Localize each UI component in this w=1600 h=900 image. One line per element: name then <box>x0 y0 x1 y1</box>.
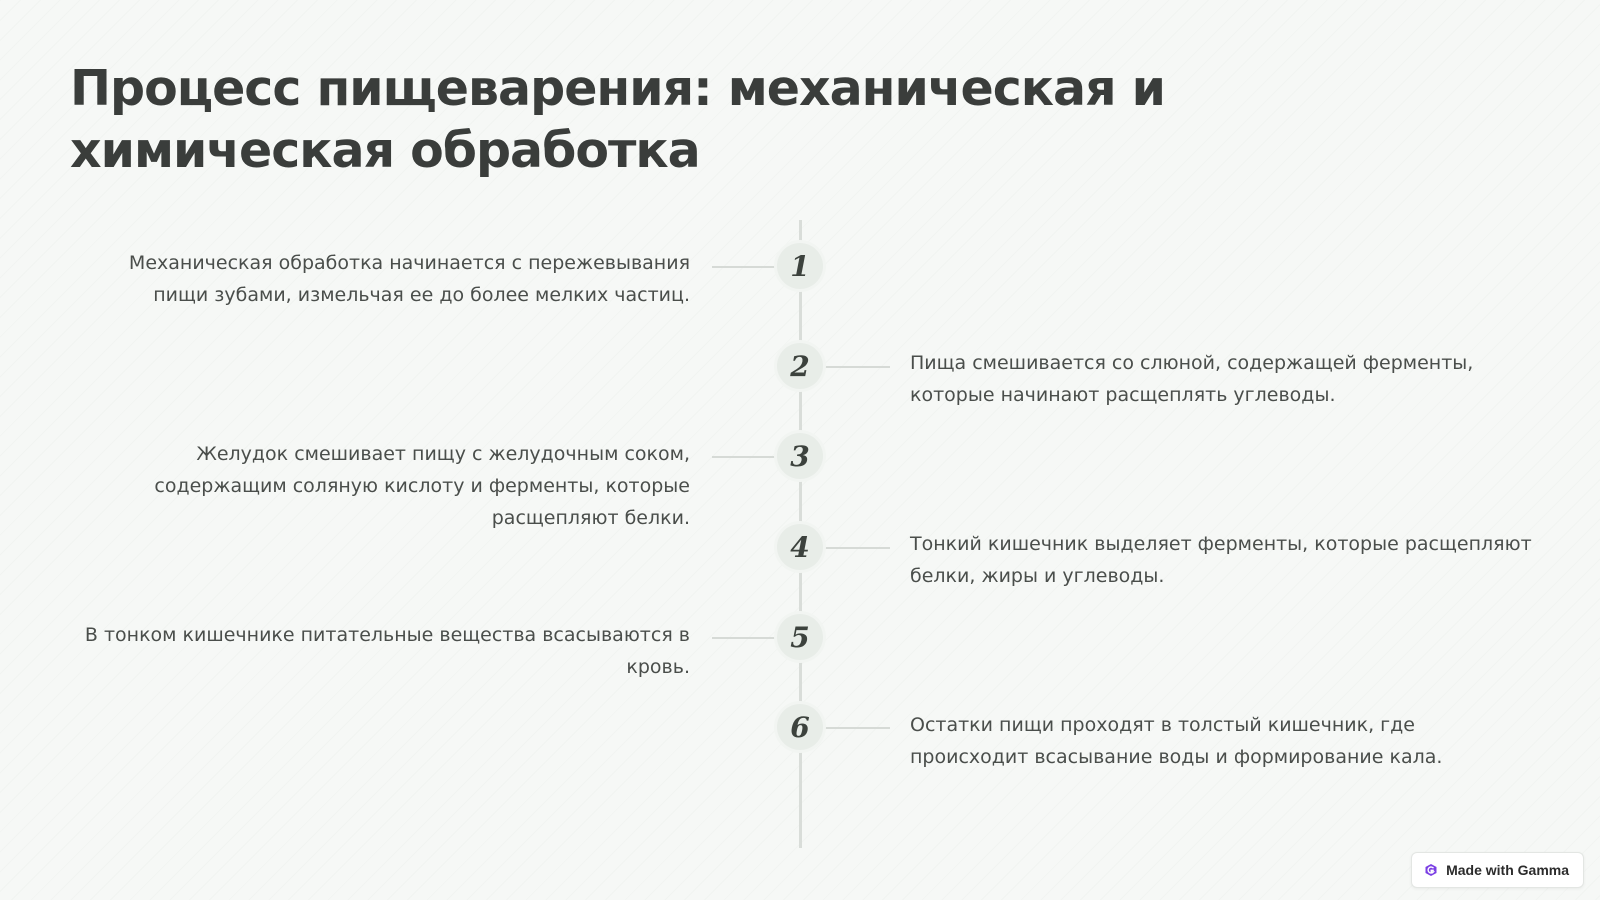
made-with-gamma-badge[interactable] <box>1411 852 1584 888</box>
step-2-connector <box>824 366 890 368</box>
step-6-connector <box>824 727 890 729</box>
step-5-number: 5 <box>777 614 823 660</box>
step-2-text: Пища смешивается со слюной, содержащей ферменты, которые начинают расщеплять углеводы. <box>910 352 1474 406</box>
gamma-logo-icon <box>1424 863 1438 877</box>
step-5-text: В тонком кишечнике питательные вещества всасываются в кровь. <box>84 624 690 678</box>
badge-label: Made with Gamma <box>1446 862 1569 878</box>
step-4-number: 4 <box>777 524 823 570</box>
step-3-connector <box>712 456 778 458</box>
step-3-text: Желудок смешивает пищу с желудочным соком, содержащим соляную кислоту и ферменты, которые расщепляют белки. <box>154 443 690 529</box>
step-1-text: Механическая обработка начинается с пережевывания пищи зубами, измельчая ее до более мелких частиц. <box>128 252 690 306</box>
step-5-connector <box>712 637 778 639</box>
step-3-number: 3 <box>777 433 823 479</box>
step-4-text: Тонкий кишечник выделяет ферменты, которые расщепляют белки, жиры и углеводы. <box>910 533 1532 587</box>
page-title: Процесс пищеварения: механическая и химическая обработка <box>70 60 1165 179</box>
step-1-number: 1 <box>777 243 823 289</box>
step-4-connector <box>824 547 890 549</box>
step-6-text: Остатки пищи проходят в толстый кишечник, где происходит всасывание воды и формирование кала. <box>910 714 1443 768</box>
step-6-number: 6 <box>777 704 823 750</box>
step-2-number: 2 <box>777 343 823 389</box>
step-1-connector <box>712 266 778 268</box>
